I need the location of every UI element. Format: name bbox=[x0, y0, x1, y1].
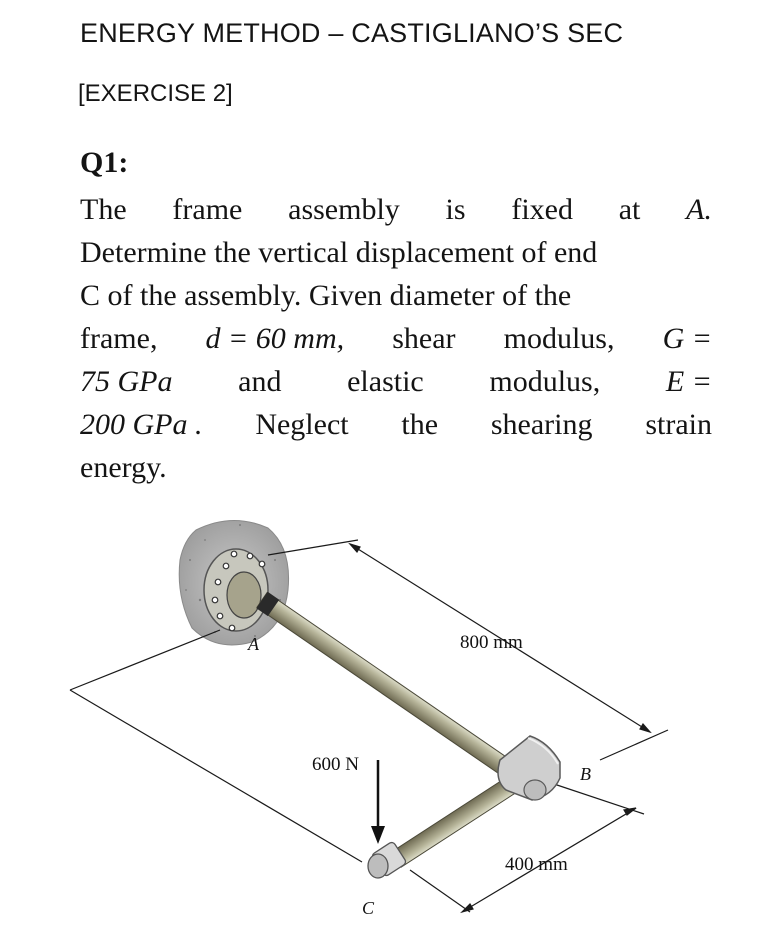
word: assembly bbox=[288, 193, 400, 226]
dimension-bc bbox=[410, 782, 644, 912]
question-line-2: Determine the vertical displacement of end bbox=[80, 236, 598, 269]
word: frame, bbox=[80, 322, 158, 355]
question-line-3: C of the assembly. Given diameter of the bbox=[80, 279, 572, 312]
word: Neglect bbox=[255, 408, 349, 441]
exercise-label: [EXERCISE 2] bbox=[78, 80, 233, 107]
word: the bbox=[401, 408, 439, 441]
rod-ab bbox=[256, 592, 539, 795]
word: elastic bbox=[347, 365, 424, 398]
word: at bbox=[618, 193, 641, 226]
load-arrow-icon bbox=[371, 760, 385, 844]
elastic-modulus-value: 200 GPa . bbox=[80, 408, 203, 441]
elbow-joint-b bbox=[498, 736, 560, 800]
word: frame bbox=[172, 193, 243, 226]
word: is bbox=[445, 193, 466, 226]
word: The bbox=[80, 193, 127, 226]
word: strain bbox=[645, 408, 712, 441]
word: shear bbox=[392, 322, 456, 355]
reference-lines bbox=[70, 630, 362, 862]
label-dimension-bc: 400 mm bbox=[505, 854, 568, 875]
word: G = bbox=[662, 322, 712, 355]
word: shearing bbox=[490, 408, 593, 441]
question-line-1 bbox=[80, 188, 712, 231]
question-number: Q1: bbox=[80, 146, 129, 179]
word: fixed bbox=[511, 193, 573, 226]
label-point-b: B bbox=[580, 764, 591, 784]
word: modulus, bbox=[503, 322, 615, 355]
word: and bbox=[238, 365, 282, 398]
label-load: 600 N bbox=[312, 754, 359, 775]
frame-assembly-figure bbox=[60, 500, 784, 937]
question-line-4 bbox=[80, 317, 712, 360]
question-line-6 bbox=[80, 403, 712, 446]
page-title: ENERGY METHOD – CASTIGLIANO’S SEC bbox=[80, 18, 624, 48]
label-point-c: C bbox=[362, 898, 375, 918]
diameter-value: d = 60 mm, bbox=[205, 322, 345, 355]
question-text bbox=[80, 188, 712, 489]
word: E = bbox=[665, 365, 712, 398]
flange-hub bbox=[227, 572, 261, 618]
shear-modulus-value: 75 GPa bbox=[80, 365, 173, 398]
question-line-7: energy. bbox=[80, 451, 167, 484]
question-line-5 bbox=[80, 360, 712, 403]
label-dimension-ab: 800 mm bbox=[460, 632, 523, 653]
label-point-a: A bbox=[248, 634, 259, 654]
word: modulus, bbox=[489, 365, 601, 398]
word: A. bbox=[686, 193, 712, 226]
